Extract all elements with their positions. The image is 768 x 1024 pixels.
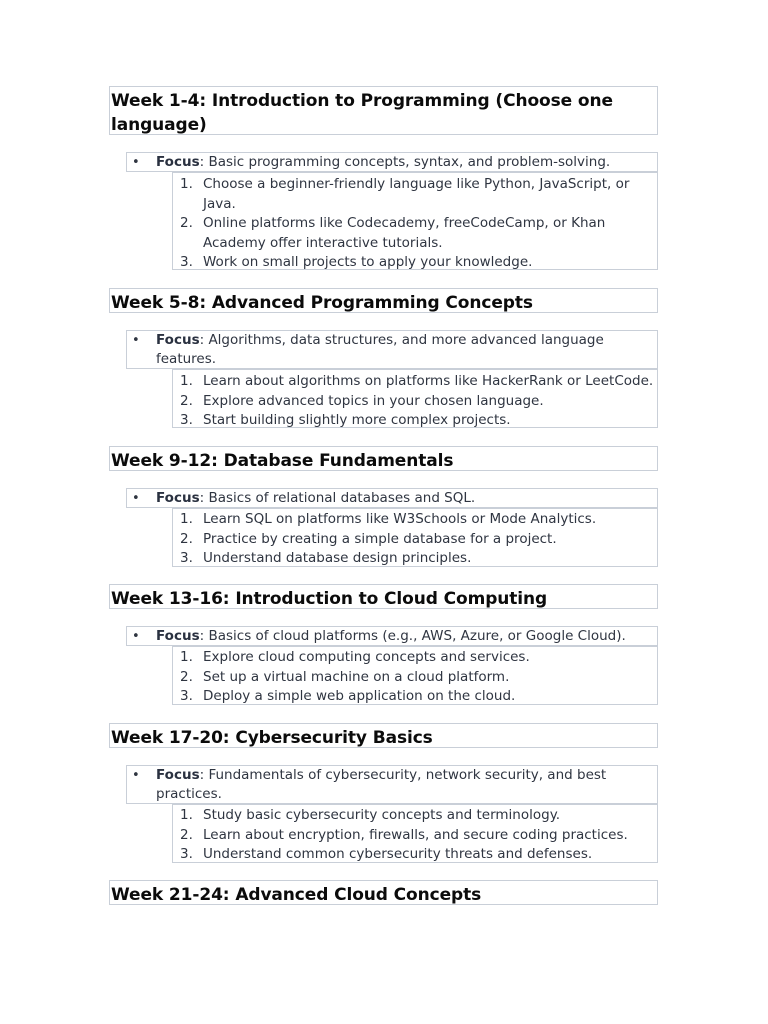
bullet-icon: • — [132, 155, 140, 170]
list-number: 3. — [180, 688, 193, 704]
list-item — [173, 530, 657, 550]
list-item — [173, 668, 657, 688]
numbered-list — [172, 804, 658, 863]
focus-line — [127, 627, 657, 646]
list-item-text: Choose a beginner-friendly language like Python, JavaScript, or Java. — [203, 176, 630, 212]
focus-box — [126, 152, 658, 172]
list-number: 3. — [180, 254, 193, 270]
bullet-icon: • — [132, 768, 140, 783]
list-item-text: Work on small projects to apply your knowledge. — [203, 254, 533, 270]
list-number: 3. — [180, 550, 193, 566]
list-item-text: Explore advanced topics in your chosen language. — [203, 392, 544, 409]
list-item-text: Deploy a simple web application on the cloud. — [203, 688, 516, 704]
list-number: 1. — [180, 511, 193, 527]
focus-label: Focus — [156, 767, 200, 783]
list-item-text: Set up a virtual machine on a cloud platform. — [203, 668, 510, 685]
list-item-text: Learn about encryption, firewalls, and secure coding practices. — [203, 826, 628, 843]
list-item-text: Learn SQL on platforms like W3Schools or Mode Analytics. — [203, 511, 597, 527]
list-number: 1. — [180, 807, 193, 823]
focus-text: : Basics of cloud platforms (e.g., AWS, Azure, or Google Cloud). — [199, 628, 626, 644]
section-heading: Week 1-4: Introduction to Programming (Choose one language) — [111, 91, 613, 135]
section-heading: Week 13-16: Introduction to Cloud Computing — [111, 589, 548, 609]
list-item-text: Start building slightly more complex projects. — [203, 412, 511, 428]
list-item — [173, 411, 657, 431]
focus-box — [126, 626, 658, 646]
focus-line — [127, 331, 657, 369]
list-number: 1. — [180, 176, 193, 192]
numbered-list — [172, 646, 658, 705]
focus-text: : Algorithms, data structures, and more advanced language features. — [156, 332, 604, 367]
list-number: 2. — [180, 215, 193, 231]
numbered-list — [172, 508, 658, 567]
focus-text: : Fundamentals of cybersecurity, network security, and best practices. — [156, 767, 607, 802]
list-item — [173, 392, 657, 412]
focus-label: Focus — [156, 490, 200, 506]
list-item-text: Understand common cybersecurity threats and defenses. — [203, 846, 593, 862]
section-heading: Week 5-8: Advanced Programming Concepts — [111, 293, 533, 313]
list-item — [173, 253, 657, 273]
numbered-list — [172, 369, 658, 428]
section-heading: Week 17-20: Cybersecurity Basics — [111, 728, 433, 748]
list-item — [173, 510, 657, 530]
list-item-text: Understand database design principles. — [203, 550, 472, 566]
focus-box — [126, 488, 658, 508]
numbered-list — [172, 172, 658, 270]
list-item — [173, 648, 657, 668]
list-number: 2. — [180, 668, 193, 685]
section-heading-box — [109, 446, 658, 471]
bullet-icon: • — [132, 629, 140, 644]
list-number: 2. — [180, 530, 193, 547]
list-item-text: Online platforms like Codecademy, freeCodeCamp, or Khan Academy offer interactive tutorials. — [203, 215, 606, 251]
focus-line — [127, 153, 657, 172]
list-number: 2. — [180, 392, 193, 409]
list-item-text: Learn about algorithms on platforms like HackerRank or LeetCode. — [203, 373, 654, 389]
section-heading-box — [109, 288, 658, 313]
section-heading: Week 21-24: Advanced Cloud Concepts — [111, 885, 482, 905]
list-number: 1. — [180, 649, 193, 665]
bullet-icon: • — [132, 333, 140, 348]
focus-text: : Basics of relational databases and SQL. — [199, 490, 476, 506]
list-item — [173, 687, 657, 707]
list-item — [173, 372, 657, 392]
list-item — [173, 549, 657, 569]
focus-box — [126, 765, 658, 804]
section-heading-box — [109, 723, 658, 748]
section-heading-box — [109, 86, 658, 135]
list-item — [173, 806, 657, 826]
list-item — [173, 214, 657, 253]
focus-line — [127, 489, 657, 508]
list-number: 3. — [180, 412, 193, 428]
focus-line — [127, 766, 657, 804]
section-heading-box — [109, 584, 658, 609]
list-number: 3. — [180, 846, 193, 862]
focus-text: : Basic programming concepts, syntax, and problem-solving. — [199, 154, 611, 170]
list-item — [173, 175, 657, 214]
bullet-icon: • — [132, 491, 140, 506]
focus-label: Focus — [156, 628, 200, 644]
list-item-text: Study basic cybersecurity concepts and terminology. — [203, 807, 561, 823]
focus-label: Focus — [156, 154, 200, 170]
list-item-text: Practice by creating a simple database for a project. — [203, 530, 557, 547]
focus-box — [126, 330, 658, 369]
section-heading-box — [109, 880, 658, 905]
list-number: 1. — [180, 373, 193, 389]
focus-label: Focus — [156, 332, 200, 348]
list-number: 2. — [180, 826, 193, 843]
list-item — [173, 826, 657, 846]
section-heading: Week 9-12: Database Fundamentals — [111, 451, 454, 471]
list-item — [173, 845, 657, 865]
list-item-text: Explore cloud computing concepts and services. — [203, 649, 530, 665]
